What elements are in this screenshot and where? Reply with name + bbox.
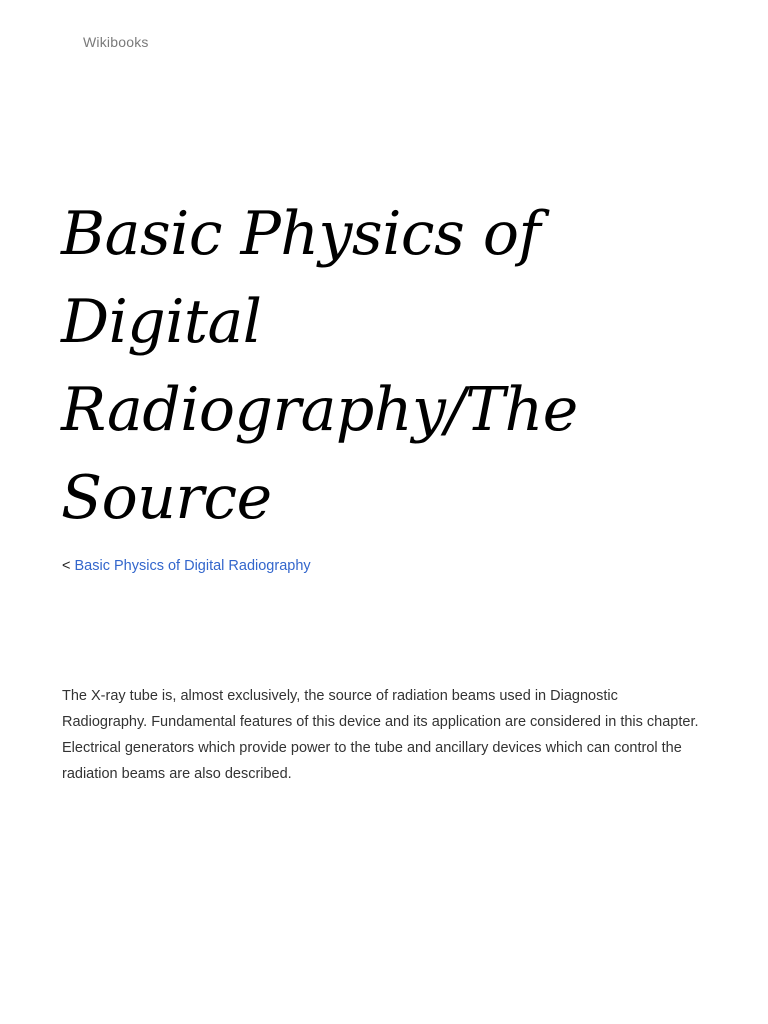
breadcrumb (62, 556, 311, 576)
breadcrumb-parent-link[interactable]: Basic Physics of Digital Radiography (74, 558, 311, 574)
page-title: Basic Physics of Digital Radiography/The Source (61, 199, 578, 533)
site-name[interactable]: Wikibooks (83, 34, 149, 50)
intro-paragraph: The X-ray tube is, almost exclusively, the source of radiation beams used in Diagnostic Radiography. Fundamental features of this device and its application are considered in this chapter. Electrical generators which provide power to the tube and ancillary devices which can control the radiation beams are also described. (62, 688, 699, 782)
breadcrumb-prefix: < (62, 558, 71, 574)
